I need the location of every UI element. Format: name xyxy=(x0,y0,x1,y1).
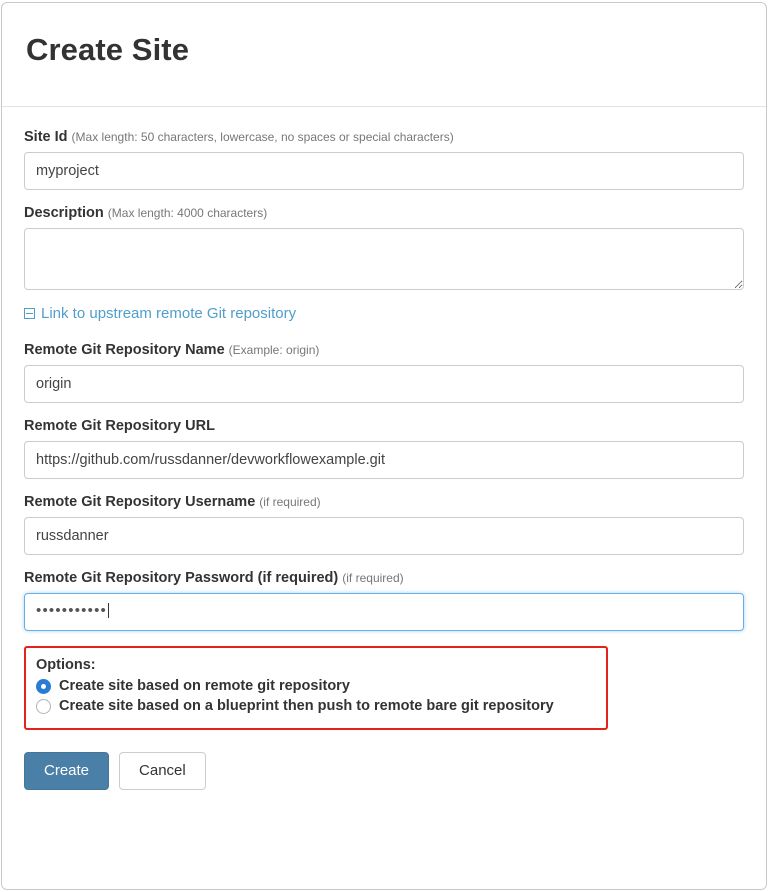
remote-password-label-text: Remote Git Repository Password (if required) xyxy=(24,570,339,586)
dialog-body xyxy=(2,107,766,790)
remote-password-label xyxy=(24,570,744,586)
options-group xyxy=(24,646,608,730)
site-id-label-text: Site Id xyxy=(24,129,68,145)
remote-password-input[interactable] xyxy=(24,593,744,631)
options-title: Options: xyxy=(36,657,96,673)
create-site-dialog xyxy=(1,2,767,890)
field-description xyxy=(24,205,744,290)
field-remote-password xyxy=(24,570,744,631)
dialog-header xyxy=(2,3,766,107)
site-id-label xyxy=(24,129,744,145)
remote-name-input[interactable] xyxy=(24,365,744,403)
field-remote-name xyxy=(24,342,744,403)
remote-name-label-text: Remote Git Repository Name xyxy=(24,342,225,358)
field-remote-username xyxy=(24,494,744,555)
remote-url-label xyxy=(24,418,744,434)
collapse-minus-icon[interactable] xyxy=(24,308,35,319)
remote-url-input[interactable] xyxy=(24,441,744,479)
remote-password-hint: (if required) xyxy=(342,571,404,585)
description-hint: (Max length: 4000 characters) xyxy=(107,206,268,220)
option-remote-git-repository[interactable] xyxy=(36,678,596,694)
option-remote-git-label: Create site based on remote git repository xyxy=(59,678,350,694)
remote-username-label xyxy=(24,494,744,510)
link-upstream-repo-toggle[interactable] xyxy=(24,305,744,322)
remote-password-value: ••••••••••• xyxy=(36,602,107,619)
radio-icon-remote-git[interactable] xyxy=(36,679,51,694)
option-blueprint-push[interactable] xyxy=(36,698,596,714)
remote-name-label xyxy=(24,342,744,358)
remote-username-label-text: Remote Git Repository Username xyxy=(24,494,256,510)
remote-username-input[interactable] xyxy=(24,517,744,555)
radio-icon-blueprint[interactable] xyxy=(36,699,51,714)
site-id-hint: (Max length: 50 characters, lowercase, no spaces or special characters) xyxy=(71,130,454,144)
description-label xyxy=(24,205,744,221)
create-button[interactable]: Create xyxy=(24,752,109,790)
cancel-button[interactable]: Cancel xyxy=(119,752,206,790)
text-caret xyxy=(108,603,109,618)
dialog-actions xyxy=(24,752,744,790)
remote-url-label-text: Remote Git Repository URL xyxy=(24,418,215,434)
description-textarea[interactable] xyxy=(24,228,744,290)
link-upstream-repo-label[interactable]: Link to upstream remote Git repository xyxy=(41,305,297,322)
field-site-id xyxy=(24,129,744,190)
description-label-text: Description xyxy=(24,205,104,221)
page-title: Create Site xyxy=(26,32,190,67)
remote-username-hint: (if required) xyxy=(259,495,321,509)
site-id-input[interactable] xyxy=(24,152,744,190)
field-remote-url xyxy=(24,418,744,479)
remote-name-hint: (Example: origin) xyxy=(228,343,320,357)
option-blueprint-label: Create site based on a blueprint then push to remote bare git repository xyxy=(59,698,554,714)
